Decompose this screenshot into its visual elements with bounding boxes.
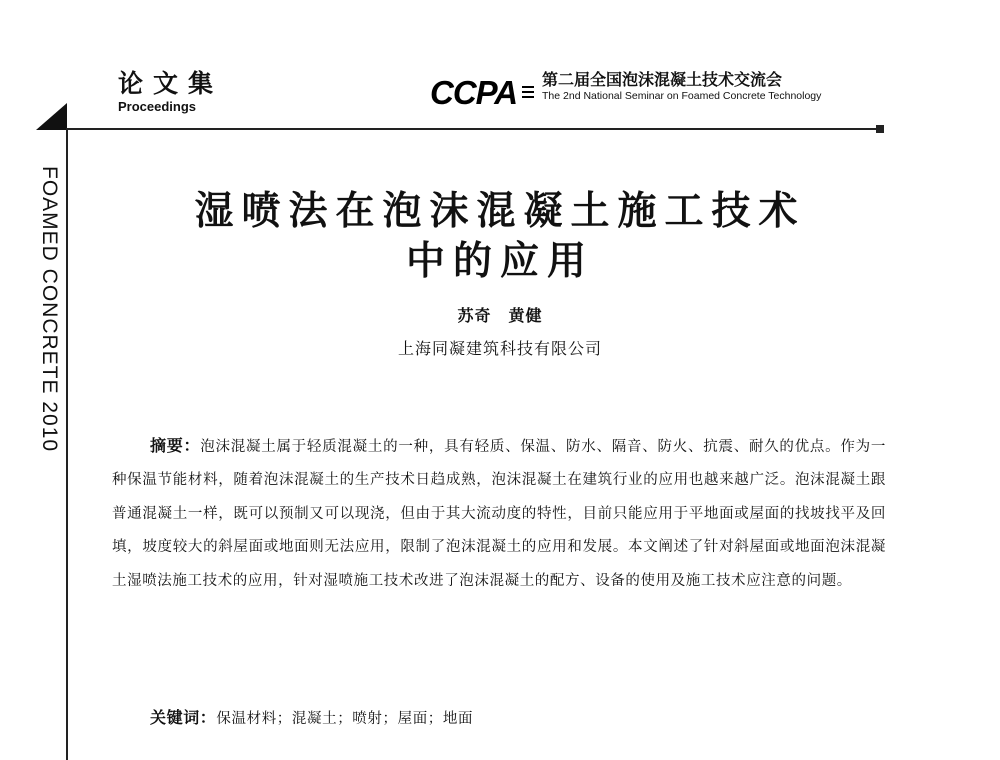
abstract-label: 摘要： [150, 436, 201, 455]
abstract-text: 泡沫混凝土属于轻质混凝土的一种，具有轻质、保温、防水、隔音、防火、抗震、耐久的优点。作为一种保温节能材料，随着泡沫混凝土的生产技术日趋成熟，泡沫混凝土在建筑行业的应用也越来越广泛。泡沫混凝土跟普通混凝土一样，既可以预制又可以现浇，但由于其大流动度的特性，目前只能应用于平地面或屋面的找坡找平及回填，坡度较大的斜屋面或地面则无法应用，限制了泡沫混凝土的应用和发展。本文阐述了针对斜屋面或地面泡沫混凝土湿喷法施工技术的应用，针对湿喷施工技术改进了泡沫混凝土的配方、设备的使用及施工技术应注意的问题。 [112, 439, 886, 589]
corner-triangle-icon [36, 103, 68, 131]
paper-title-line-2: 中的应用 [405, 238, 594, 284]
conference-name-cn: 第二届全国泡沫混凝土技术交流会 [542, 70, 783, 89]
side-banner: FOAMED CONCRETE 2010 [38, 166, 61, 453]
authors: 苏奇 黄健 [457, 306, 543, 325]
proceedings-title-en: Proceedings [118, 99, 197, 114]
ccpa-logo: CCPA [430, 74, 518, 111]
margin-rule [66, 128, 68, 760]
conference-name-en: The 2nd National Seminar on Foamed Concrete Technology [542, 90, 822, 102]
divider-end-mark [876, 125, 884, 133]
keywords-label: 关键词： [150, 708, 217, 727]
keywords-text: 保温材料；混凝土；喷射；屋面；地面 [216, 711, 474, 727]
logo-stripes-icon [522, 85, 536, 99]
proceedings-title-cn: 论文集 [118, 69, 224, 98]
keywords [150, 705, 473, 728]
header-divider [66, 128, 884, 130]
abstract [112, 429, 886, 598]
paper-title-line-1: 湿喷法在泡沫混凝土施工技术 [194, 188, 806, 234]
affiliation: 上海同凝建筑科技有限公司 [397, 339, 602, 358]
